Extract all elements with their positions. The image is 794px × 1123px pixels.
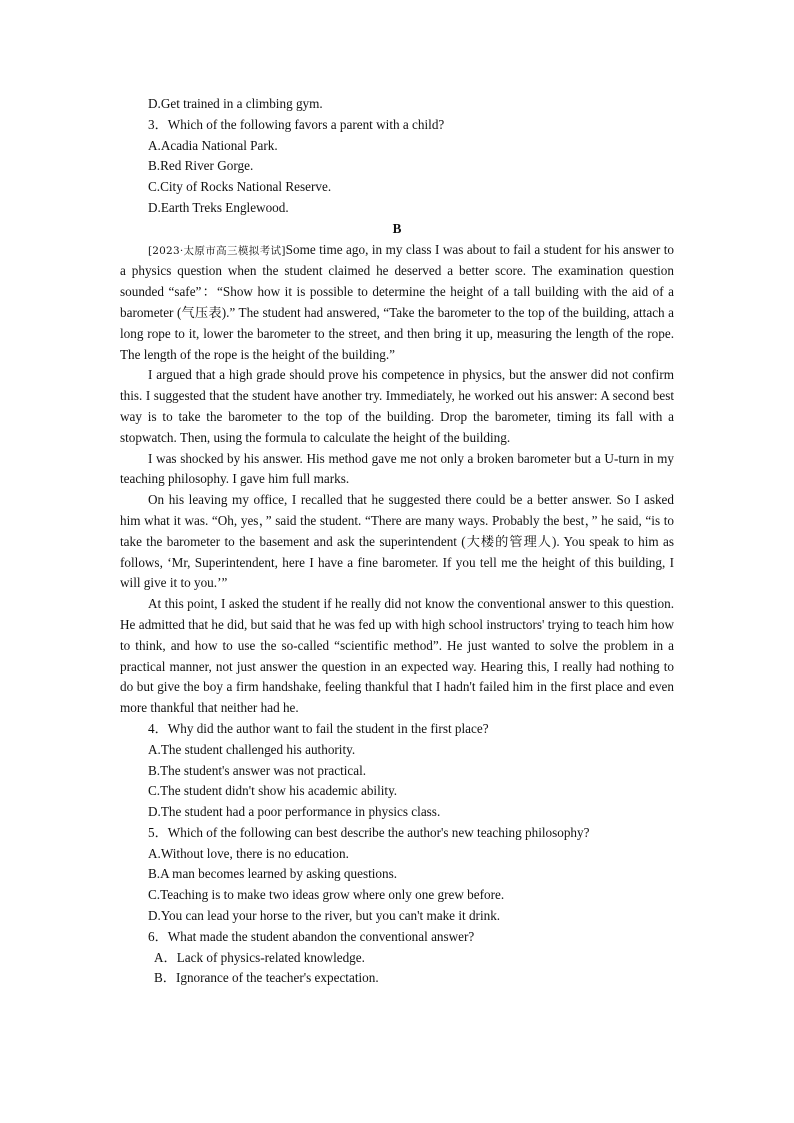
passage-paragraph-1-text: Some time ago, in my class I was about to fail a student for his answer to a physics question when the student claimed he deserved a better score. The examination question sounded “safe”：“Show how it is possible to determine the height of a tall building with the aid of a barometer (气压表).” The student had answered, “Take the barometer to the top of the building, attach a long rope to it, lower the barometer to the street, and then bring it up, measuring the length of the rope. The length of the rope is the height of the building.” xyxy=(120,241,674,362)
question-3-stem: 3．Which of the following favors a parent with a child? xyxy=(148,116,445,132)
question-5-option-b: B.A man becomes learned by asking questions. xyxy=(148,866,398,882)
question-3-option-b: B.Red River Gorge. xyxy=(148,158,254,174)
question-4-option-a: A.The student challenged his authority. xyxy=(148,741,356,757)
question-3-option-a: A.Acadia National Park. xyxy=(148,137,278,153)
question-4-stem: 4．Why did the author want to fail the student in the first place? xyxy=(148,720,489,736)
question-6-option-b: B．Ignorance of the teacher's expectation. xyxy=(154,970,379,986)
question-4-option-c: C.The student didn't show his academic ability. xyxy=(148,783,398,799)
passage-paragraph-2: I argued that a high grade should prove his competence in physics, but the answer did not confirm this. I suggested that the student have another try. Immediately, he worked out his answer: A second best way is to take the barometer to the top of the building. Drop the barometer, timing its fall with a stopwatch. Then, using the formula to calculate the height of the building. xyxy=(120,367,674,445)
passage-paragraph-4: On his leaving my office, I recalled that he suggested there could be a better answer. So I asked him what it was. “Oh, yes，” said the student. “There are many ways. Probably the best，” he said, “is to take the barometer to the basement and ask the superintendent (大楼的管理人). You speak to him as follows, ‘Mr, Superintendent, here I have a fine barometer. If you tell me the height of this building, I will give it to you.’” xyxy=(120,492,674,591)
section-title: B xyxy=(392,220,402,236)
question-5-option-a: A.Without love, there is no education. xyxy=(148,845,349,861)
document-page xyxy=(120,94,674,989)
passage-paragraph-3: I was shocked by his answer. His method gave me not only a broken barometer but a U-turn in my teaching philosophy. I gave him full marks. xyxy=(120,450,674,487)
question-3-option-d: D.Earth Treks Englewood. xyxy=(148,199,289,215)
question-2-option-d: D.Get trained in a climbing gym. xyxy=(148,96,323,111)
question-5-option-d: D.You can lead your horse to the river, but you can't make it drink. xyxy=(148,908,501,924)
question-6-option-a: A．Lack of physics-related knowledge. xyxy=(154,949,365,965)
passage-paragraph-5: At this point, I asked the student if he really did not know the conventional answer to this question. He admitted that he did, but said that he was fed up with high school instructors' trying to teach him how to think, and how to use the so-called “scientific method”. He just wanted to solve the problem in a practical manner, not just answer the question in an expected way. Hearing this, I really had nothing to do but give the boy a firm handshake, feeling thankful that I hadn't failed him in the first place and even more thankful that neither had he. xyxy=(120,596,674,716)
question-4-option-b: B.The student's answer was not practical. xyxy=(148,762,367,778)
question-3-option-c: C.City of Rocks National Reserve. xyxy=(148,179,332,195)
passage-paragraph-1 xyxy=(120,240,674,366)
question-5-stem: 5．Which of the following can best describe the author's new teaching philosophy? xyxy=(148,824,590,840)
question-6-stem: 6．What made the student abandon the conventional answer? xyxy=(148,928,475,944)
question-5-option-c: C.Teaching is to make two ideas grow where only one grew before. xyxy=(148,887,505,903)
question-4-option-d: D.The student had a poor performance in physics class. xyxy=(148,804,441,820)
passage-source: [2023·太原市高三模拟考试] xyxy=(148,244,286,257)
